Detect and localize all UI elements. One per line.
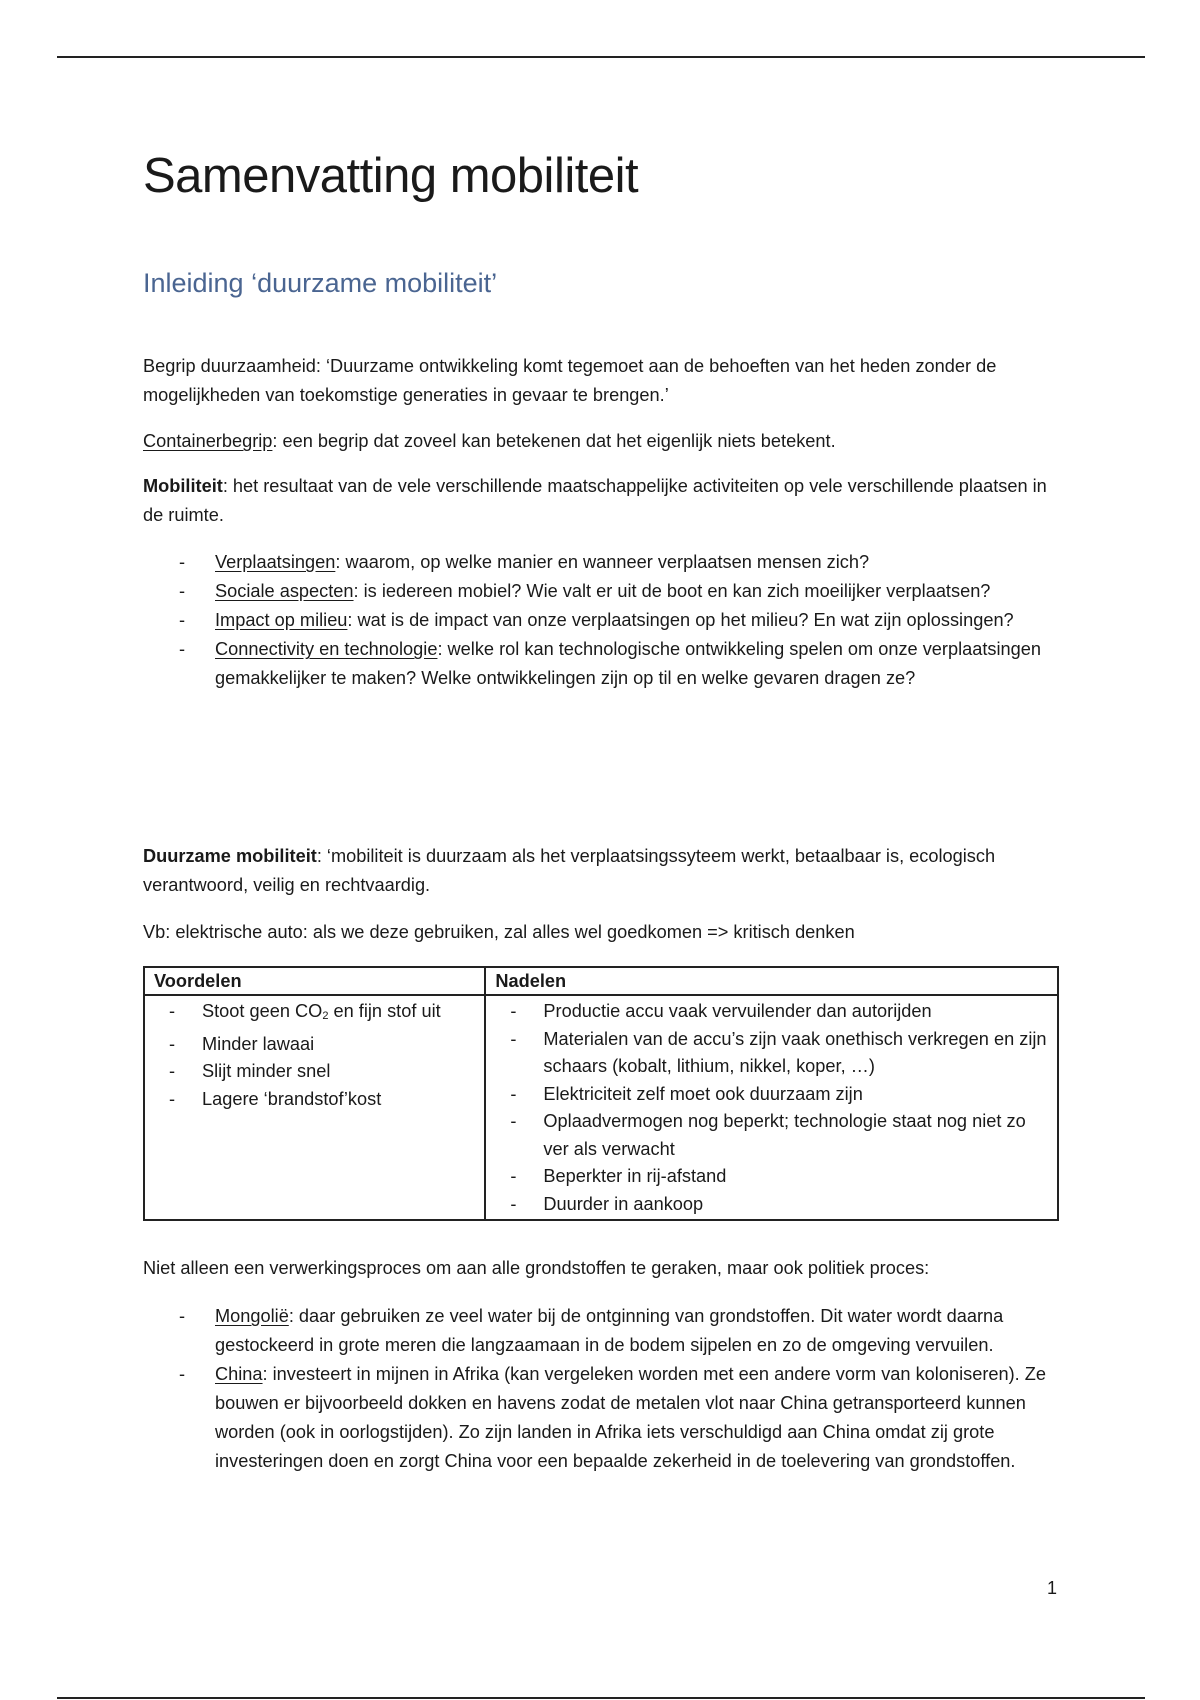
list-item: - Materialen van de accu’s zijn vaak onethisch verkregen en zijn schaars (kobalt, lithium, nikkel, koper, …) xyxy=(492,1026,1051,1081)
list-item: - Impact op milieu: wat is de impact van onze verplaatsingen op het milieu? En wat zijn oplossingen? xyxy=(143,606,1061,635)
list-item: - Mongolië: daar gebruiken ze veel water bij de ontginning van grondstoffen. Dit water wordt daarna gestockeerd in grote meren die langzaamaan in de bodem sijpelen en zo de omgeving vervuilen. xyxy=(143,1302,1061,1360)
term-duurzame-mobiliteit: Duurzame mobiliteit xyxy=(143,846,317,866)
list-item: - Oplaadvermogen nog beperkt; technologie staat nog niet zo ver als verwacht xyxy=(492,1108,1051,1163)
definition-containerbegrip: Containerbegrip: een begrip dat zoveel kan betekenen dat het eigenlijk niets betekent. xyxy=(143,431,836,451)
examples-list xyxy=(143,1302,1061,1476)
column-header-nadelen: Nadelen xyxy=(485,967,1058,995)
page-title: Samenvatting mobiliteit xyxy=(143,149,639,203)
definition-duurzame-mobiliteit: Duurzame mobiliteit: ‘mobiliteit is duurzaam als het verplaatsingssyteem werkt, betaalbaar is, ecologisch verantwoord, veilig en rechtvaardig. xyxy=(143,846,996,895)
political-process-intro: Niet alleen een verwerkingsproces om aan alle grondstoffen te geraken, maar ook politiek proces: xyxy=(143,1258,930,1278)
list-item: - Elektriciteit zelf moet ook duurzaam zijn xyxy=(492,1081,1051,1109)
nadelen-cell xyxy=(485,995,1058,1220)
section-heading: Inleiding ‘duurzame mobiliteit’ xyxy=(143,268,498,298)
list-item: - Sociale aspecten: is iedereen mobiel? Wie valt er uit de boot en kan zich moeilijker verplaatsen? xyxy=(143,577,1061,606)
term-mobiliteit: Mobiliteit xyxy=(143,476,223,496)
list-item: - Duurder in aankoop xyxy=(492,1191,1051,1219)
column-header-voordelen: Voordelen xyxy=(144,967,485,995)
list-item: - Connectivity en technologie: welke rol kan technologische ontwikkeling spelen om onze verplaatsingen gemakkelijker te maken? Welke ontwikkelingen zijn op til en welke gevaren dragen ze? xyxy=(143,635,1061,693)
header-rule xyxy=(57,56,1145,58)
list-item: - China: investeert in mijnen in Afrika (kan vergeleken worden met een andere vorm van koloniseren). Ze bouwen er bijvoorbeeld dokken en havens zodat de metalen vlot naar China getransporteerd kunnen worden (ook in oorlogstijden). Zo zijn landen in Afrika iets verschuldigd aan China omdat zij grote investeringen doen en zorgt China voor een bepaalde zekerheid in de toelevering van grondstoffen. xyxy=(143,1360,1061,1476)
footer-rule xyxy=(57,1697,1145,1699)
definition-duurzaamheid: Begrip duurzaamheid: ‘Duurzame ontwikkeling komt tegemoet aan de behoeften van het heden zonder de mogelijkheden van toekomstige generaties in gevaar te brengen.’ xyxy=(143,356,997,405)
list-item: - Productie accu vaak vervuilender dan autorijden xyxy=(492,998,1051,1026)
list-item: - Verplaatsingen: waarom, op welke manier en wanneer verplaatsen mensen zich? xyxy=(143,548,1061,577)
aspects-list xyxy=(143,548,1061,693)
voordelen-cell xyxy=(144,995,485,1220)
page-number: 1 xyxy=(1047,1578,1058,1598)
example-electric-car: Vb: elektrische auto: als we deze gebruiken, zal alles wel goedkomen => kritisch denken xyxy=(143,922,855,942)
pros-cons-table xyxy=(143,966,1059,1221)
list-item: - Lagere ‘brandstof’kost xyxy=(151,1086,478,1114)
list-item: - Stoot geen $CO_2$ en fijn stof uit xyxy=(151,998,478,1031)
definition-mobiliteit: Mobiliteit: het resultaat van de vele verschillende maatschappelijke activiteiten op vele verschillende plaatsen in de ruimte. xyxy=(143,476,1047,525)
list-item: - Beperkter in rij-afstand xyxy=(492,1163,1051,1191)
list-item: - Minder lawaai xyxy=(151,1031,478,1059)
list-item: - Slijt minder snel xyxy=(151,1058,478,1086)
term-containerbegrip: Containerbegrip xyxy=(143,431,273,451)
